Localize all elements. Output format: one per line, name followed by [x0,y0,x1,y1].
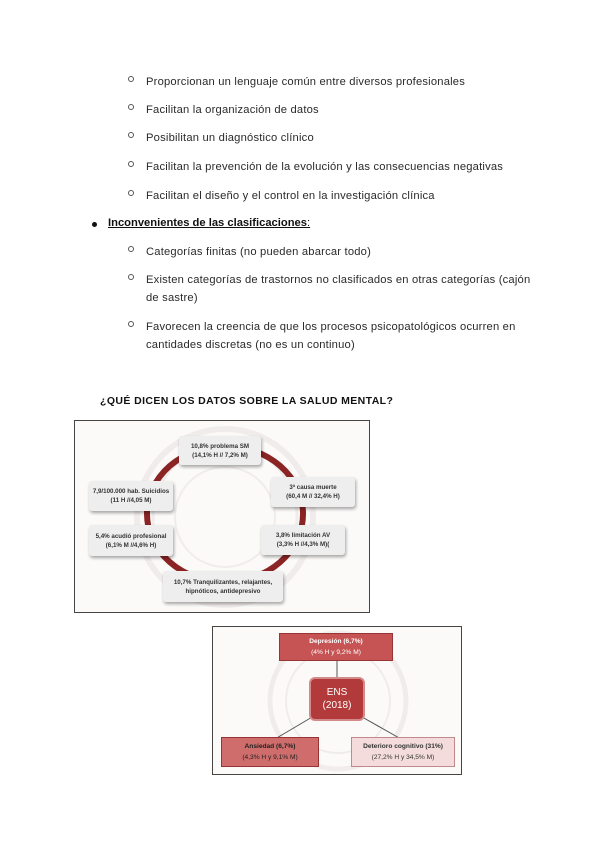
box-value: (60,4 M // 32,4% H) [286,493,340,500]
box-value: (27,2% H y 34,5% M) [371,754,435,761]
circle-bullet-icon [128,321,134,327]
circle-bullet-icon [128,104,134,110]
box-value: (4,3% H y 9,1% M) [242,754,298,761]
box-value: (14,1% H // 7,2% M) [192,451,248,459]
circle-bullet-icon [128,246,134,252]
list-item-text: Categorías finitas (no pueden abarcar todo) [146,246,372,258]
list-item-text: Posibilitan un diagnóstico clínico [146,132,314,144]
circle-bullet-icon [128,132,134,138]
ansiedad-box [221,737,319,767]
circle-bullet-icon [128,76,134,82]
box-value: (2018) [322,700,352,711]
deterioro-box [351,737,455,767]
limitacion-av-box [261,525,345,555]
box-label: Depresión (6,7%) [309,638,363,645]
circle-bullet-icon [128,161,134,167]
ens-box [309,677,365,721]
disc-bullet-icon [92,222,97,227]
box-label: 3,8% limitación AV [275,532,331,539]
acudio-profesional-box [89,525,173,556]
box-value: (11 H //4,05 M) [110,497,152,504]
box-label: 10,7% Tranquilizantes, relajantes, [173,578,273,586]
box-label: ENS [326,687,348,698]
box-label: Deterioro cognitivo (31%) [363,743,443,750]
circle-bullet-icon [128,190,134,196]
box-value: (6,1% M //4,6% H) [105,541,157,549]
list-item-text: Facilitan la organización de datos [146,104,319,116]
list-item-text: Proporcionan un lenguaje común entre diversos profesionales [146,76,466,88]
circle-bullet-icon [128,274,134,280]
tranquilizantes-box [163,571,283,602]
box-label: Ansiedad (6,7%) [244,743,296,750]
depresion-box [279,633,393,661]
problema-sm-box [179,436,261,465]
causa-muerte-box [271,477,355,507]
list-item-text: Favorecen la creencia de que los procesos psicopatológicos ocurren en cantidades discretas (no es un continuo) [146,321,516,351]
suicidios-box [89,481,173,511]
box-label: 7,9/100.000 hab. Suicidios [92,488,170,495]
list-item-text: Facilitan el diseño y el control en la investigación clínica [146,190,435,202]
box-label: 5,4% acudió profesional [95,532,167,540]
box-value: (3,3% H //4,3% M)( [276,541,330,548]
box-label: 3ª causa muerte [289,484,337,491]
salud-mental-cycle-figure [74,420,370,613]
box-label: 10,8% problema SM [190,442,250,450]
box-value: (4% H y 9,2% M) [311,649,361,656]
list-item-text: Existen categorías de trastornos no clasificados en otras categorías (cajón de sastre) [146,274,531,304]
list-item-text: Facilitan la prevención de la evolución y las consecuencias negativas [146,161,504,173]
box-value: hipnóticos, antidepresivo [185,587,261,595]
ens-2018-figure [212,626,462,775]
inconvenientes-title: Inconvenientes de las clasificaciones: [108,217,311,229]
section-heading: ¿QUÉ DICEN LOS DATOS SOBRE LA SALUD MENTAL? [100,395,394,407]
